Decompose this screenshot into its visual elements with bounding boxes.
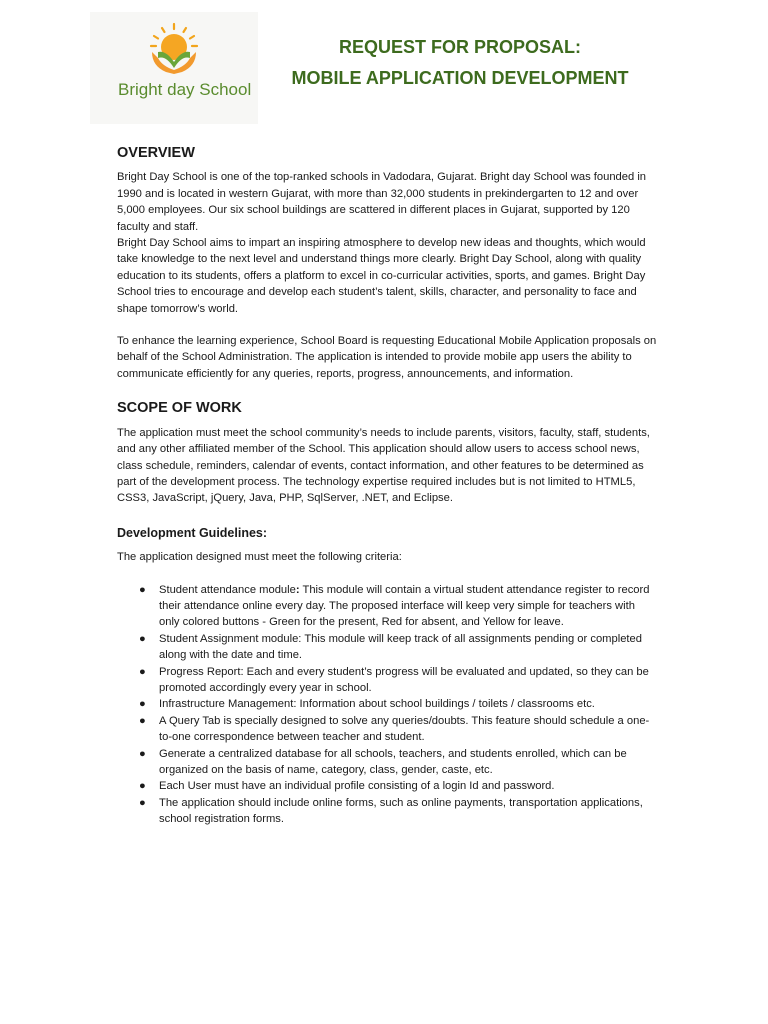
list-item-text: Student Assignment module: This module will keep track of all assignments pending or completed along with the date and time. <box>159 632 642 662</box>
bullet-icon: ● <box>139 632 146 645</box>
list-item-text: This module will contain a virtual student attendance register to record their attendance online every day. The proposed interface will keep very simple for teachers with only colored buttons - Green for the present, Red for absent, and Yellow for leave. <box>159 583 650 629</box>
list-item <box>117 713 657 746</box>
scope-heading: SCOPE OF WORK <box>117 400 242 417</box>
list-item <box>117 582 657 631</box>
guidelines-heading: Development Guidelines: <box>117 525 268 540</box>
bullet-icon: ● <box>139 747 146 760</box>
list-item-text: Progress Report: Each and every student’s progress will be evaluated and updated, so they can be promoted accordingly every year in school. <box>159 665 649 694</box>
sun-hands-logo-icon <box>148 22 200 78</box>
overview-paragraph-2: Bright Day School aims to impart an inspiring atmosphere to develop new ideas and thoughts, which would take knowledge to the next level and understand things more clearly. Bright Day School, along with quality education to its students, offers a platform to excel in co-curricular activities, sports, and games. Bright Day School tries to encourage and develop each student’s talent, skills, character, and personality to face and shape tomorrow’s world. <box>117 237 646 315</box>
list-item <box>117 778 657 794</box>
list-item-text: Each User must have an individual profile consisting of a login Id and password. <box>159 780 555 793</box>
rfp-subtitle: MOBILE APPLICATION DEVELOPMENT <box>291 68 629 88</box>
school-logo <box>90 12 258 124</box>
list-item-text: Infrastructure Management: Information about school buildings / toilets / classrooms etc. <box>159 698 595 711</box>
bullet-icon: ● <box>139 698 146 711</box>
list-item <box>117 664 657 697</box>
list-item-text: Generate a centralized database for all schools, teachers, and students enrolled, which can be organized on the basis of name, category, class, gender, caste, etc. <box>159 747 627 776</box>
overview-paragraph-3: To enhance the learning experience, School Board is requesting Educational Mobile Application proposals on behalf of the School Administration. The application is intended to provide mobile app users the ability to communicate efficiently for any queries, reports, progress, announcements, and information. <box>117 335 657 380</box>
bullet-icon: ● <box>139 583 146 596</box>
list-item <box>117 696 657 712</box>
overview-heading: OVERVIEW <box>117 145 195 161</box>
rfp-title: REQUEST FOR PROPOSAL: <box>338 37 581 57</box>
list-item <box>117 631 657 664</box>
list-item <box>117 795 657 828</box>
bullet-icon: ● <box>139 665 146 678</box>
guidelines-intro: The application designed must meet the following criteria: <box>117 551 402 564</box>
overview-paragraph-1: Bright Day School is one of the top-ranked schools in Vadodara, Gujarat. Bright day School was founded in 1990 and is located in western Gujarat, with more than 32,000 students in prekindergarten to 12 and over 5,000 employees. Our six school buildings are scattered in different places in Gujarat, supported by 120 faculty and staff. <box>117 171 647 233</box>
list-item-colon: : <box>295 583 300 596</box>
bullet-icon: ● <box>139 714 146 727</box>
school-name: Bright day School <box>118 80 252 99</box>
bullet-icon: ● <box>139 796 146 809</box>
list-item-text: A Query Tab is specially designed to solve any queries/doubts. This feature should schedule a one-to-one correspondence between teacher and student. <box>159 714 650 744</box>
criteria-list <box>117 582 657 828</box>
list-item-title: Student attendance module <box>159 583 296 596</box>
document-body <box>117 145 657 828</box>
scope-paragraph: The application must meet the school community’s needs to include parents, visitors, faculty, staff, students, and any other affiliated member of the School. This application should allow users to access school news, class schedule, reminders, calendar of events, contact information, and other features to be determined as part of the development process. The technology expertise required includes but is not limited to HTML5, CSS3, JavaScript, jQuery, Java, PHP, SqlServer, .NET, and Eclipse. <box>117 426 650 505</box>
bullet-icon: ● <box>139 780 146 793</box>
list-item-text: The application should include online forms, such as online payments, transportation applications, school registration forms. <box>159 796 643 826</box>
list-item <box>117 746 657 779</box>
